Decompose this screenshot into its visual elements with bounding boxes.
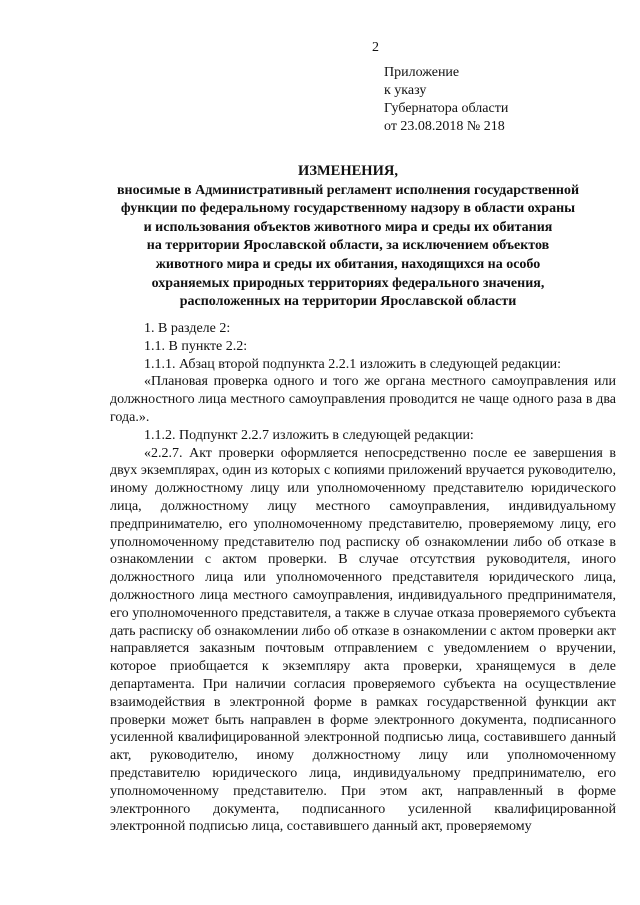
annex-line: от 23.08.2018 № 218 <box>384 119 505 134</box>
paragraph: 1. В разделе 2: <box>144 321 231 336</box>
title-heading: ИЗМЕНЕНИЯ, <box>298 163 398 179</box>
title-line: охраняемых природных территориях федерального значения, <box>151 275 545 291</box>
paragraph: 1.1.1. Абзац второй подпункта 2.2.1 изложить в следующей редакции: <box>144 356 562 372</box>
title-line: и использования объектов животного мира и среды их обитания <box>143 219 553 235</box>
title-line: функции по федеральному государственному надзору в области охраны <box>120 201 576 217</box>
title-line: на территории Ярославской области, за исключением объектов <box>146 238 550 254</box>
paragraph: «Плановая проверка одного и того же органа местного самоуправления или должностного лица местного самоуправления проводится не чаще одного раза в два года.». <box>110 374 616 425</box>
title-line: расположенных на территории Ярославской области <box>179 294 517 310</box>
annex-line: Губернатора области <box>384 101 509 116</box>
annex-block <box>384 64 508 136</box>
paragraph: «2.2.7. Акт проверки оформляется непосредственно после ее завершения в двух экземплярах, один из которых с копиями приложений вручается руководителю, иному должностному лицу или уполномоченному представителю юридического лица, должностному лицу местного самоуправления, индивидуальному предпринимателю, его уполномоченному представителю, проверяемому лицу, его уполномоченному представителю под расписку об ознакомлении либо об отказе в ознакомлении с актом проверки. В случае отсутствия руководителя, иного должностного лица или уполномоченного представителя юридического лица, должностного лица местного самоуправления, индивидуального предпринимателя, его уполномоченного представителя, а также в случае отказа проверяемого субъекта дать расписку об ознакомлении либо об отказе в ознакомлении с актом проверки акт направляется заказным почтовым отправлением с уведомлением о вручении, которое приобщается к экземпляру акта проверки, хранящемуся в деле департамента. При наличии согласия проверяемого субъекта на осуществление взаимодействия в электронной форме в рамках государственной функции акт проверки может быть направлен в форме электронного документа, подписанного усиленной квалифицированной электронной подписью лица, составившего данный акт, руководителю, иному должностному лицу или уполномоченному представителю юридического лица, индивидуальному предпринимателю, его уполномоченному представителю. При этом акт, направленный в форме электронного документа, подписанного усиленной квалифицированной электронной подписью лица, составившего данный акт, проверяемому <box>110 445 616 835</box>
annex-line: Приложение <box>384 65 460 80</box>
title-line: животного мира и среды их обитания, находящихся на особо <box>155 256 541 272</box>
document-title <box>80 162 616 312</box>
page-number: 2 <box>372 40 379 55</box>
title-line: вносимые в Административный регламент исполнения государственной <box>116 182 580 198</box>
document-body <box>110 320 616 836</box>
paragraph: 1.1. В пункте 2.2: <box>144 338 248 354</box>
annex-line: к указу <box>384 83 427 98</box>
paragraph: 1.1.2. Подпункт 2.2.7 изложить в следующей редакции: <box>144 427 474 443</box>
